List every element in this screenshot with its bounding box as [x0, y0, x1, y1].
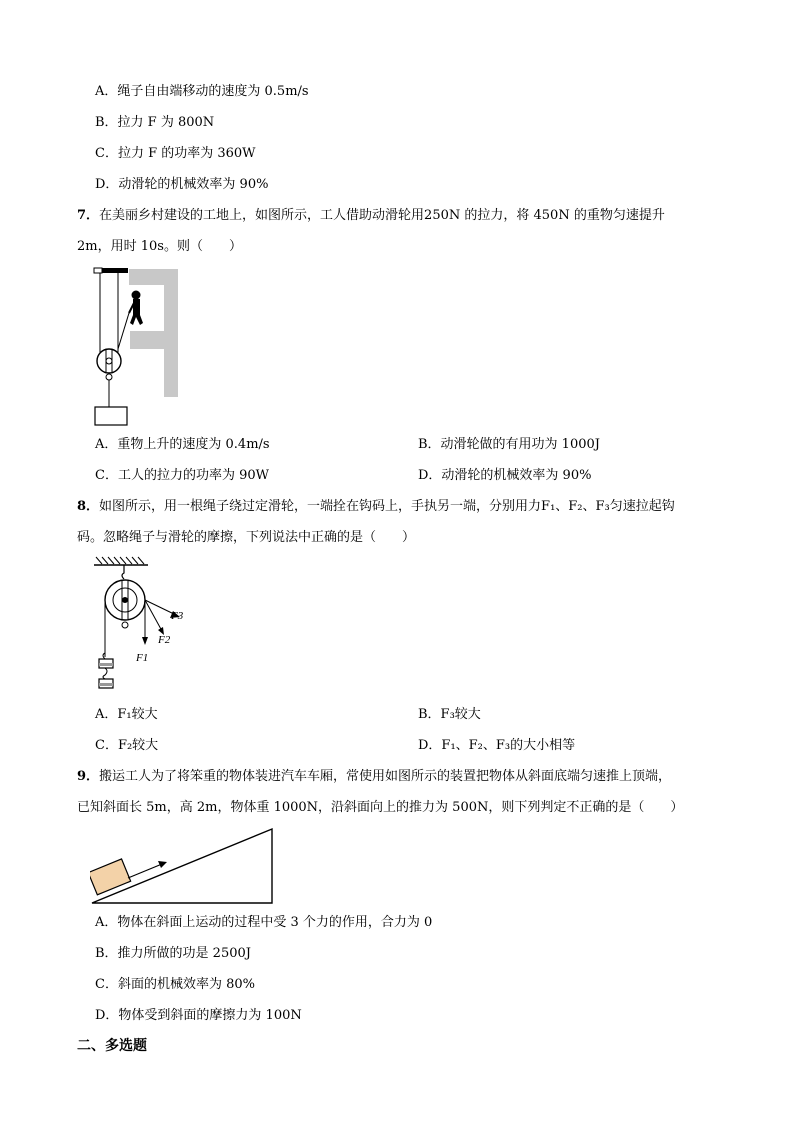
- q8-stem-line2: 码。忽略绳子与滑轮的摩擦，下列说法中正确的是（ ）: [77, 530, 416, 545]
- section-heading-multiple-choice: 二、多选题: [77, 1038, 147, 1054]
- q8-text-line1: 如图所示，用一根绳子绕过定滑轮，一端拴在钩码上，手执另一端，分别用力F₁、F₂、F₃匀速拉起钩: [99, 499, 675, 514]
- q9-stem-line1: [77, 767, 671, 787]
- q8-option-d: D．F₁、F₂、F₃的大小相等: [418, 738, 576, 753]
- q7-pulley-figure: [90, 265, 182, 427]
- f2-label: F2: [158, 634, 171, 646]
- q6-option-c: C．拉力 F 的功率为 360W: [95, 146, 256, 161]
- q7-number: 7．: [77, 208, 100, 223]
- q6-option-a: A．绳子自由端移动的速度为 0.5m/s: [95, 84, 309, 99]
- q8-option-a: A．F₁较大: [95, 707, 158, 722]
- q9-text-line1: 搬运工人为了将笨重的物体装进汽车车厢，常使用如图所示的装置把物体从斜面底端匀速推上顶端，: [99, 769, 672, 784]
- q6-option-d: D．动滑轮的机械效率为 90%: [95, 177, 269, 192]
- q9-option-d: D．物体受到斜面的摩擦力为 100N: [95, 1008, 302, 1023]
- q7-stem-line2: 2m，用时 10s。则（ ）: [77, 239, 242, 254]
- q8-number: 8．: [77, 499, 100, 514]
- q7-option-d: D．动滑轮的机械效率为 90%: [418, 468, 592, 483]
- q9-option-b: B．推力所做的功是 2500J: [95, 946, 251, 961]
- q7-option-c: C．工人的拉力的功率为 90W: [95, 468, 269, 483]
- q8-stem-line1: [77, 497, 675, 517]
- q7-option-b: B．动滑轮做的有用功为 1000J: [418, 437, 600, 452]
- q7-option-a: A．重物上升的速度为 0.4m/s: [95, 437, 270, 452]
- q7-stem-line1: [77, 206, 665, 226]
- q9-number: 9．: [77, 769, 100, 784]
- q8-option-b: B．F₃较大: [418, 707, 481, 722]
- q7-text-line1: 在美丽乡村建设的工地上，如图所示，工人借助动滑轮用250N 的拉力，将 450N 的重物匀速提升: [99, 208, 665, 223]
- q9-incline-figure: [90, 826, 280, 906]
- q8-fixed-pulley-figure: [90, 553, 200, 695]
- q9-option-c: C．斜面的机械效率为 80%: [95, 977, 255, 992]
- q9-stem-line2: 已知斜面长 5m，高 2m，物体重 1000N，沿斜面向上的推力为 500N，则下列判定不正确的是（ ）: [77, 800, 684, 815]
- f3-label: F3: [171, 610, 184, 622]
- q9-option-a: A．物体在斜面上运动的过程中受 3 个力的作用，合力为 0: [95, 915, 433, 930]
- f1-label: F1: [136, 652, 149, 664]
- q6-option-b: B．拉力 F 为 800N: [95, 115, 215, 130]
- q8-option-c: C．F₂较大: [95, 738, 159, 753]
